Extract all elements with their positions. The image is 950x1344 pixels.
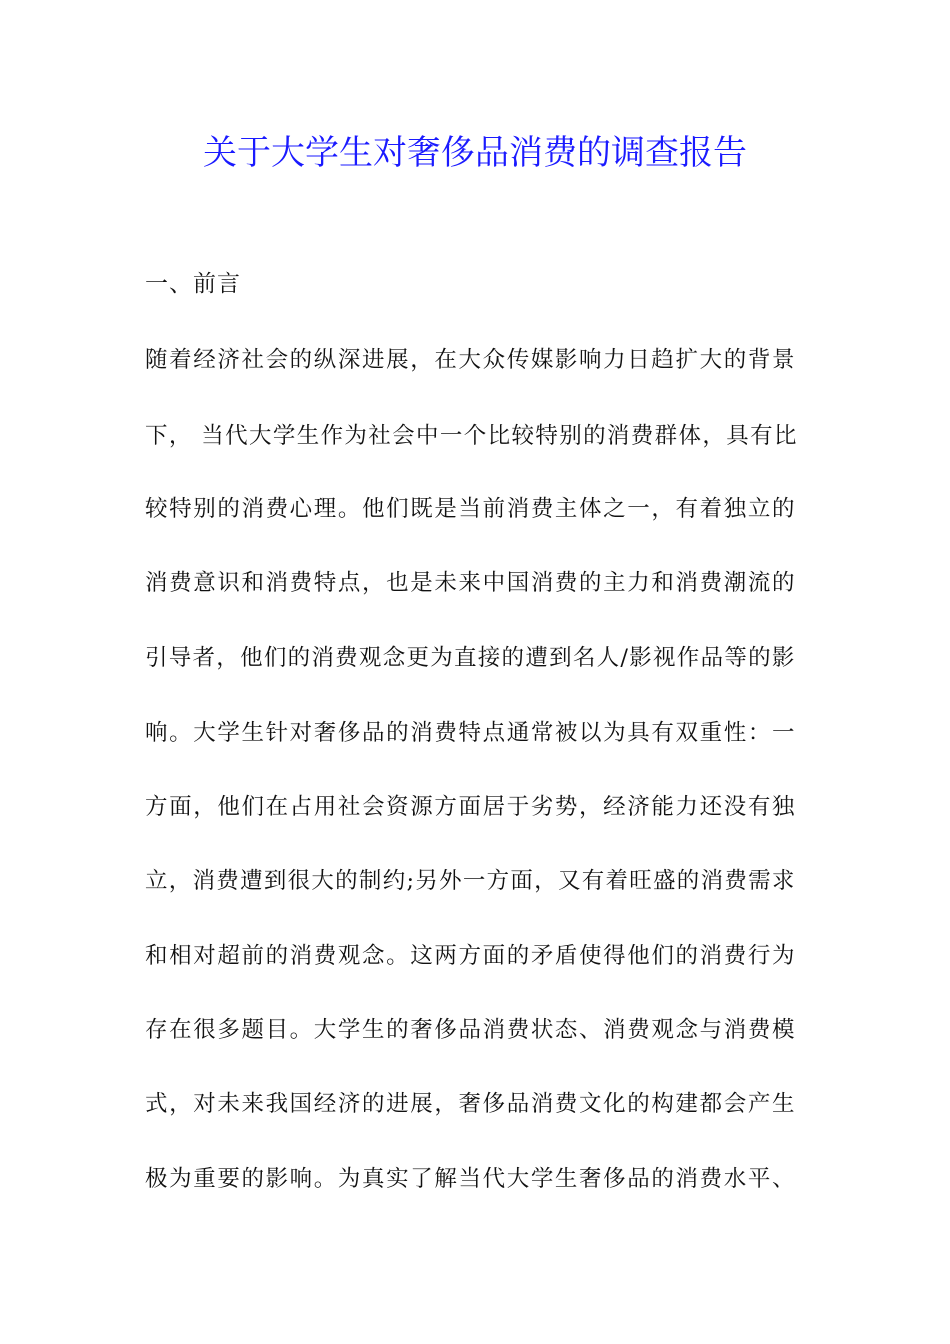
section-heading: 一、前言: [145, 271, 241, 297]
paragraph-line: 极为重要的影响。为真实了解当代大学生奢侈品的消费水平、: [145, 1166, 797, 1192]
document-title: 关于大学生对奢侈品消费的调查报告: [203, 133, 747, 173]
paragraph-line: 下， 当代大学生作为社会中一个比较特别的消费群体，具有比: [145, 423, 798, 449]
paragraph-line: 较特别的消费心理。他们既是当前消费主体之一，有着独立的: [145, 496, 797, 522]
paragraph-line: 式，对未来我国经济的进展，奢侈品消费文化的构建都会产生: [145, 1091, 797, 1117]
paragraph-line: 消费意识和消费特点，也是未来中国消费的主力和消费潮流的: [145, 570, 797, 596]
paragraph-line: 响。大学生针对奢侈品的消费特点通常被以为具有双重性：一: [145, 720, 797, 746]
paragraph-line: 随着经济社会的纵深进展，在大众传媒影响力日趋扩大的背景: [145, 347, 797, 373]
paragraph-line: 和相对超前的消费观念。这两方面的矛盾使得他们的消费行为: [145, 943, 797, 969]
paragraph-line: 引导者，他们的消费观念更为直接的遭到名人/影视作品等的影: [145, 645, 796, 671]
paragraph-line: 方面，他们在占用社会资源方面居于劣势，经济能力还没有独: [145, 794, 797, 820]
paragraph-line: 立，消费遭到很大的制约;另外一方面，又有着旺盛的消费需求: [145, 868, 796, 894]
paragraph-line: 存在很多题目。大学生的奢侈品消费状态、消费观念与消费模: [145, 1017, 797, 1043]
